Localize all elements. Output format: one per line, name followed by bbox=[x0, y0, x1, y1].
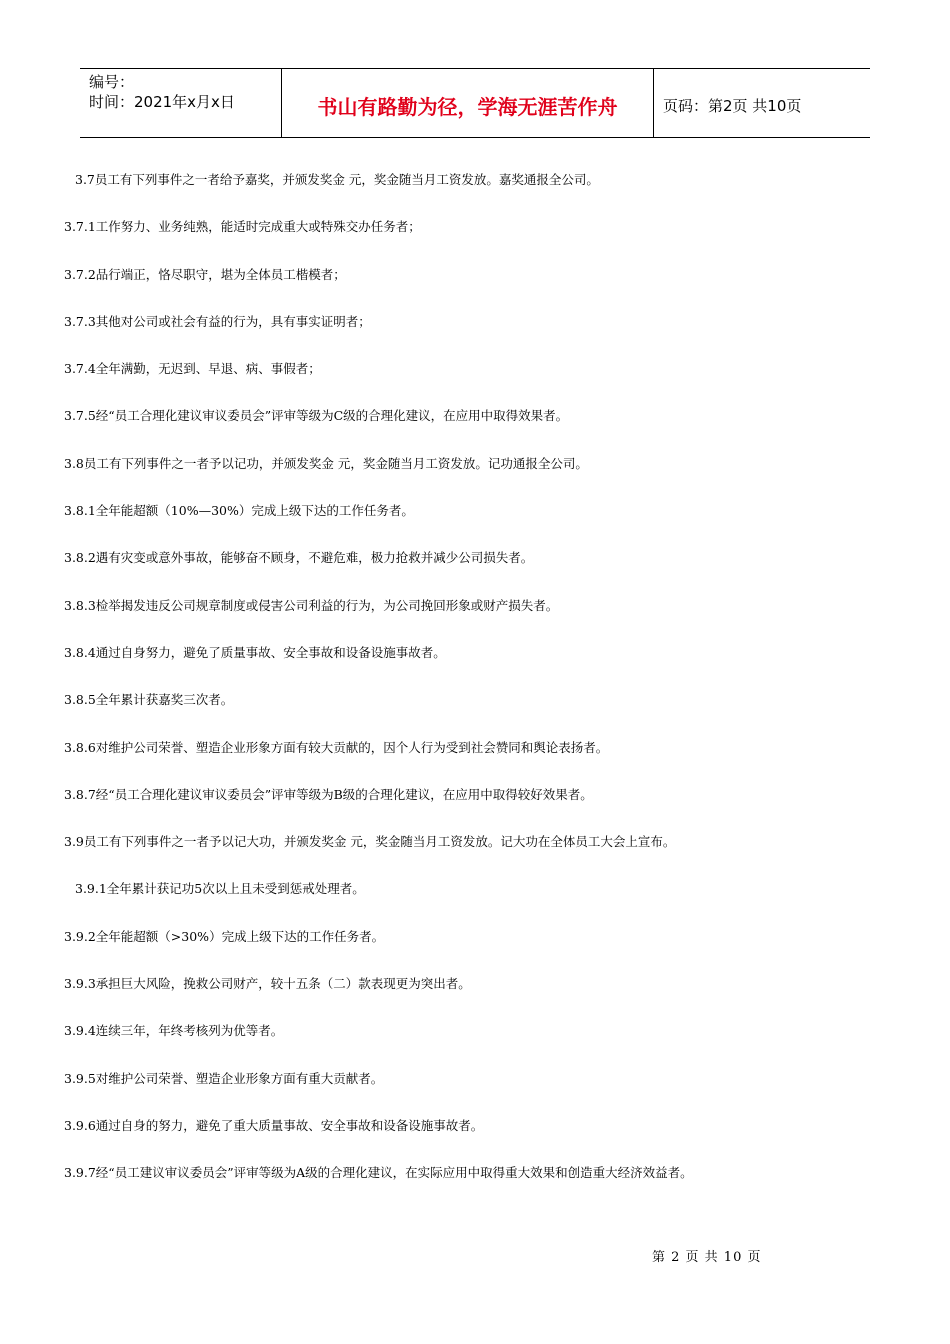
document-number-label: 编号： bbox=[89, 73, 135, 91]
paragraph-3-7-5: 3.7.5经“员工合理化建议审议委员会”评审等级为C级的合理化建议，在应用中取得效果者。 bbox=[64, 408, 569, 424]
paragraph-3-9-4: 3.9.4连续三年，年终考核列为优等者。 bbox=[64, 1023, 284, 1039]
document-date: 时间：2021年x月x日 bbox=[89, 93, 235, 111]
paragraph-3-9-1: 3.9.1全年累计获记功5次以上且未受到惩戒处理者。 bbox=[75, 881, 365, 897]
paragraph-3-9-3: 3.9.3承担巨大风险，挽救公司财产，较十五条（二）款表现更为突出者。 bbox=[64, 976, 471, 992]
page-header bbox=[80, 68, 870, 138]
paragraph-3-9: 3.9员工有下列事件之一者予以记大功，并颁发奖金 元，奖金随当月工资发放。记大功在全体员工大会上宣布。 bbox=[64, 834, 676, 850]
header-page-info: 页码：第2页 共10页 bbox=[663, 96, 802, 115]
paragraph-3-8-1: 3.8.1全年能超额（10%—30%）完成上级下达的工作任务者。 bbox=[64, 503, 414, 519]
paragraph-3-9-6: 3.9.6通过自身的努力，避免了重大质量事故、安全事故和设备设施事故者。 bbox=[64, 1117, 484, 1133]
paragraph-3-9-7: 3.9.7经“员工建议审议委员会”评审等级为A级的合理化建议，在实际应用中取得重大效果和创造重大经济效益者。 bbox=[64, 1165, 693, 1181]
header-motto: 书山有路勤为径，学海无涯苦作舟 bbox=[282, 69, 654, 137]
paragraph-3-8-5: 3.8.5全年累计获嘉奖三次者。 bbox=[64, 692, 234, 708]
paragraph-3-8-7: 3.8.7经“员工合理化建议审议委员会”评审等级为B级的合理化建议，在应用中取得较好效果者。 bbox=[64, 786, 593, 802]
paragraph-3-7-3: 3.7.3其他对公司或社会有益的行为，具有事实证明者； bbox=[64, 313, 371, 329]
paragraph-3-8-3: 3.8.3检举揭发违反公司规章制度或侵害公司利益的行为，为公司挽回形象或财产损失者。 bbox=[64, 597, 559, 613]
paragraph-3-8-4: 3.8.4通过自身努力，避免了质量事故、安全事故和设备设施事故者。 bbox=[64, 644, 446, 660]
paragraph-3-7: 3.7员工有下列事件之一者给予嘉奖，并颁发奖金 元，奖金随当月工资发放。嘉奖通报全公司。 bbox=[75, 172, 599, 187]
paragraph-3-7-4: 3.7.4全年满勤，无迟到、早退、病、事假者； bbox=[64, 361, 321, 377]
paragraph-3-8-6: 3.8.6对维护公司荣誉、塑造企业形象方面有较大贡献的，因个人行为受到社会赞同和舆论表扬者。 bbox=[64, 739, 609, 755]
page-footer: 第 2 页 共 10 页 bbox=[652, 1250, 762, 1265]
paragraph-3-9-5: 3.9.5对维护公司荣誉、塑造企业形象方面有重大贡献者。 bbox=[64, 1070, 384, 1086]
paragraph-3-7-2: 3.7.2品行端正，恪尽职守，堪为全体员工楷模者； bbox=[64, 266, 346, 282]
header-meta bbox=[80, 69, 282, 137]
paragraph-3-8-2: 3.8.2遇有灾变或意外事故，能够奋不顾身，不避危难，极力抢救并减少公司损失者。 bbox=[64, 550, 534, 566]
paragraph-3-7-1: 3.7.1工作努力、业务纯熟，能适时完成重大或特殊交办任务者； bbox=[64, 219, 421, 235]
paragraph-3-9-2: 3.9.2全年能超额（>30%）完成上级下达的工作任务者。 bbox=[64, 928, 385, 944]
document-body bbox=[64, 170, 884, 1211]
paragraph-3-8: 3.8员工有下列事件之一者予以记功，并颁发奖金 元，奖金随当月工资发放。记功通报全公司。 bbox=[64, 455, 588, 471]
